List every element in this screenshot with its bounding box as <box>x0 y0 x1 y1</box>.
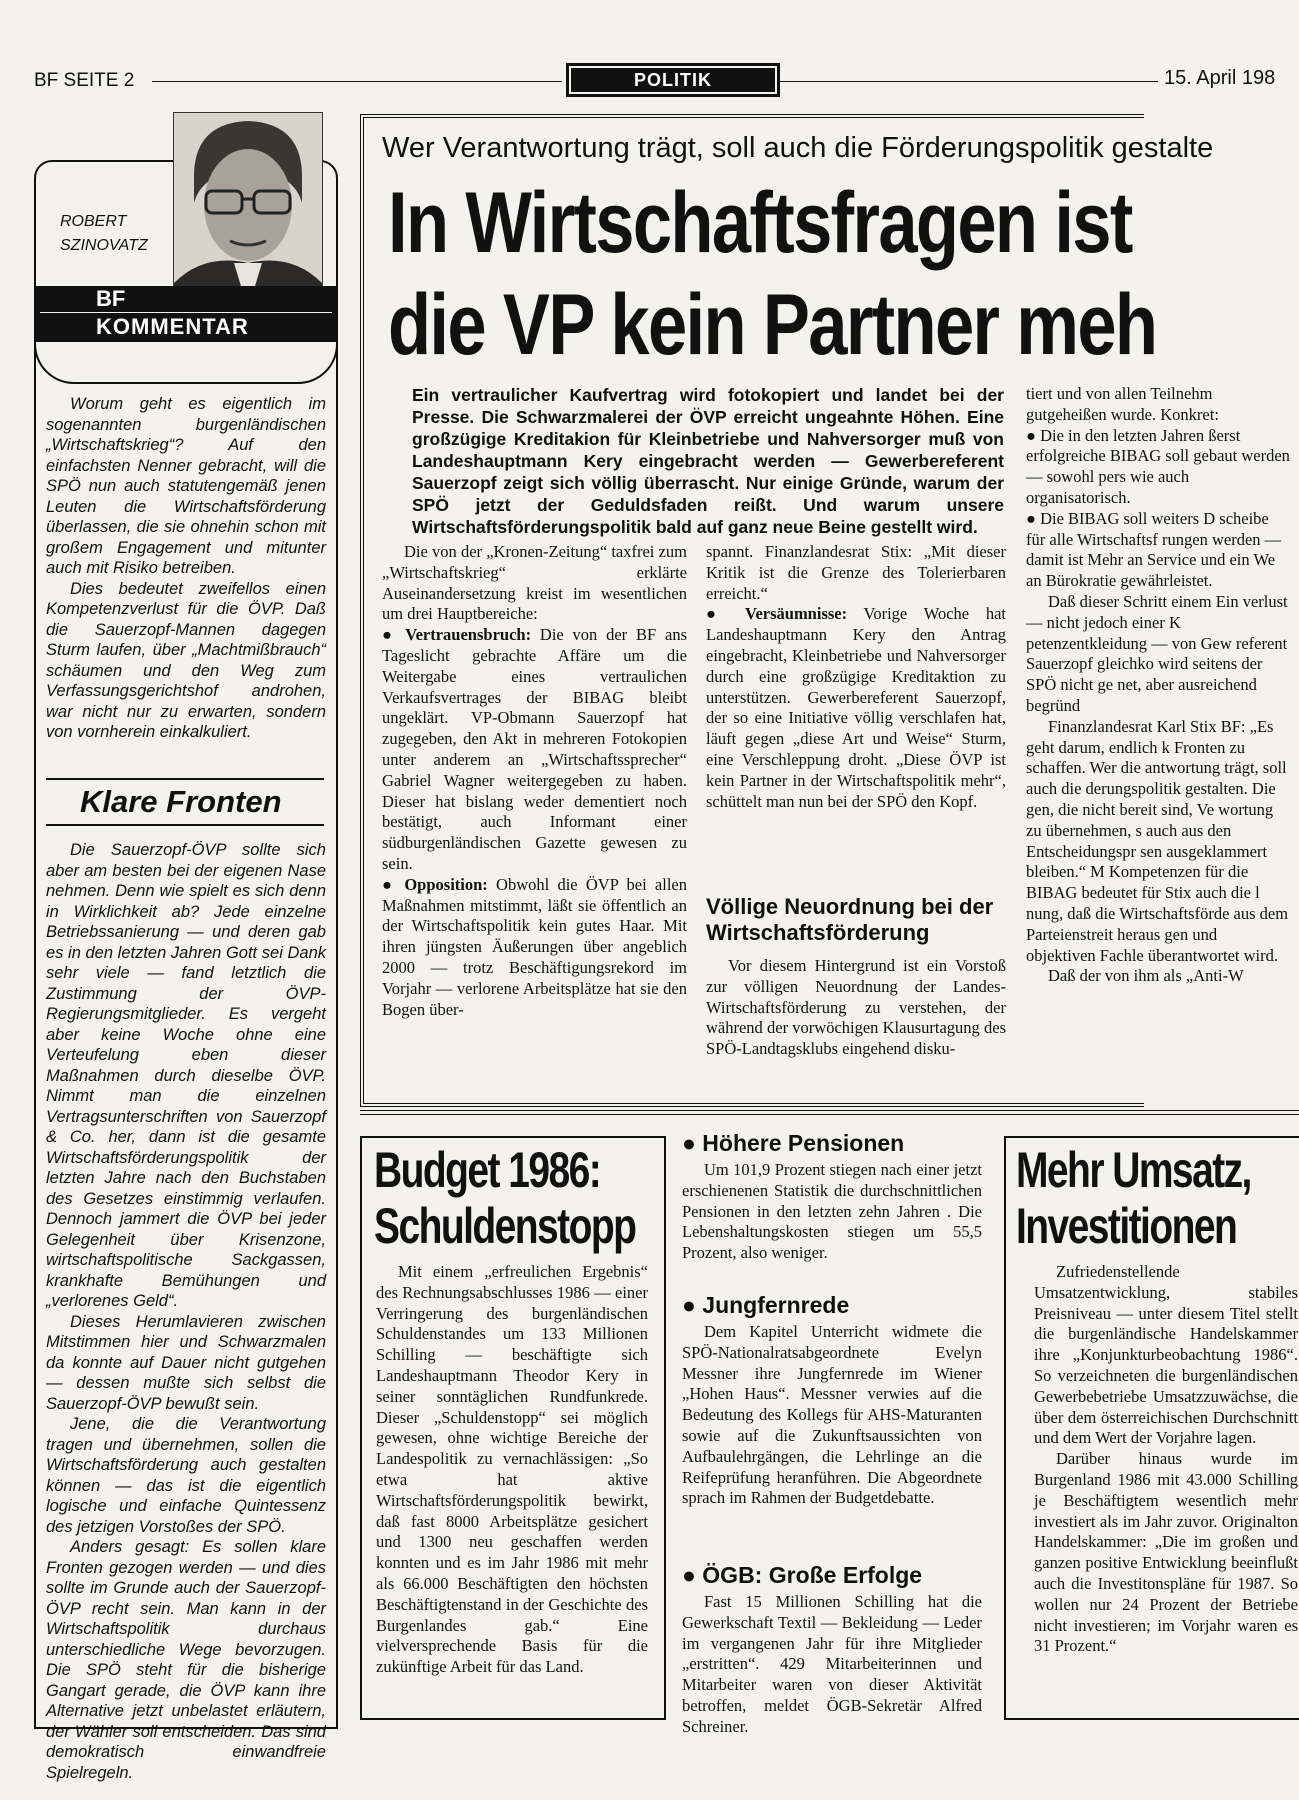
header-rule-right <box>780 81 1158 82</box>
badge-kommentar: KOMMENTAR <box>96 314 249 339</box>
article-paragraph: Daß der von ihm als „Anti-W <box>1048 966 1244 986</box>
issue-date: 15. April 198 <box>1164 67 1276 89</box>
article-paragraph: spannt. Finanzlandesrat Stix: „Mit dieser Kritik ist die Grenze des Tolerierbaren erreicht.“ <box>706 542 1006 603</box>
brief-heading-ogb: ● ÖGB: Große Erfolge <box>682 1562 923 1588</box>
section-label: POLITIK <box>566 63 780 97</box>
article-paragraph: Finanzlandesrat Karl Stix BF: „Es geht darum, endlich k Fronten zu schaffen. Wer die antwortung trägt, soll auch die derungspolitik gestalten. Die gen, die nicht bereit sind, Ve wortung zu übernehmen, s auch aus den Entscheidungspr sen ausgeklammert bleiben.“ M Kompetenzen für die BIBAG bedeutet für Stix auch die l nung, daß die Wirtschaftsförde aus dem Parteienstreit heraus gen und objektiven Fachle überantwortet wird. <box>1026 716 1289 965</box>
brief-heading-pensionen: ● Höhere Pensionen <box>682 1130 905 1156</box>
commentary-paragraph: Die Sauerzopf-ÖVP sollte sich aber am besten bei der eigenen Nase nehmen. Denn wie spielt es sich denn in Wirklichkeit ab? Jede einzelne Betriebssanierung — und deren gab es in den letzten Jahren Gott sei Dank sehr viele — fand letztlich die Zustimmung der ÖVP-Regierungsmitglieder. Es vergeht aber keine Woche ohne eine Verteufelung eben dieser Maßnahmen durch dieselbe ÖVP. Nimmt man die einzelnen Vertragsunterschriften von Sauerzopf & Co. her, dann ist die gesamte Wirtschaftsförderungspolitik der letzten Jahre nach den Buchstaben des Gesetzes einstimmig verlaufen. Dennoch jammert die ÖVP bei jeder Gelegenheit über Krisenzone, wirtschaftspolitische Sackgassen, krankhafte Bemühungen und „verlorenes Geld“. <box>46 841 326 1310</box>
article-paragraph: Die von der „Kronen-Zeitung“ taxfrei zum „Wirtschaftskrieg“ erklärte Auseinandersetzung kreist im wesentlichen um drei Hauptbereiche: <box>382 542 687 624</box>
brief-text-jungfernrede: Dem Kapitel Unterricht widmete die SPÖ-Nationalratsabgeordnete Evelyn Messner ihre Jungfernrede im Wiener „Hohen Haus“. Messner verwies auf die Bedeutung des Kollegs für AHS-Maturanten sowie auf die Zukunftsaussichten von Aufbaulehrgängen, die Lehrlinge an die Reifeprüfung heranführen. Die Abgeordnete sprach im Rahmen der Budgetdebatte. <box>682 1322 982 1508</box>
umsatz-headline <box>1016 1142 1251 1254</box>
article-subhead: Völlige Neuordnung bei der Wirtschaftsförderung <box>706 894 994 945</box>
author-last-name: SZINOVATZ <box>60 237 148 254</box>
commentary-intro <box>46 394 326 743</box>
section-separator <box>360 1110 1299 1115</box>
article-kicker: Wer Verantwortung trägt, soll auch die Förderungspolitik gestalte <box>382 132 1214 164</box>
umsatz-paragraph: Zufriedenstellende Umsatzentwicklung, stabiles Preisniveau — unter diesem Titel stellt die burgenländische Handelskammer ihre „Konjunkturbeobachtung 1986“. So verzeichneten die burgenländischen Gewerbebetriebe Umsatzzuwächse, die über dem österreichischen Durchschnitt und dem Wert der Vorjahre lagen. <box>1034 1262 1298 1448</box>
author-first-name: ROBERT <box>60 213 127 230</box>
commentary-paragraph: Dieses Herumlavieren zwischen Mitstimmen hier und Schwarzmalen da konnte auf Dauer nicht gutgehen — dessen mußte sich selbst die Sauerzopf-ÖVP bewußt sein. <box>46 1312 326 1413</box>
umsatz-text <box>1034 1262 1298 1657</box>
badge-divider <box>40 312 332 313</box>
headline-line-1: In Wirtschaftsfragen ist <box>388 175 1132 271</box>
article-bullet: ● Opposition: Obwohl die ÖVP bei allen Maßnahmen mitstimmt, läßt sie öffentlich an der Wirtschaftspolitik kein gutes Haar. Mit ihren jüngsten Äußerungen über angeblich 2000 — trotz Beschäftigungsrekord im Vorjahr — verlorene Arbeitsplätze hat sie den Bogen über- <box>382 874 687 1019</box>
badge-curve <box>34 342 338 384</box>
page-number: BF SEITE 2 <box>34 70 135 91</box>
budget-headline-line-1: Budget 1986: <box>374 1142 601 1198</box>
article-paragraph: Vor diesem Hintergrund ist ein Vorstoß zur völligen Neuordnung der Landes-Wirtschaftsförderung zu verstehen, der während der vorwöchigen Klausurtagung des SPÖ-Landtagsklubs eingehend disku- <box>706 956 1006 1059</box>
budget-headline <box>374 1142 635 1254</box>
commentary-paragraph: Dies bedeutet zweifellos einen Kompetenzverlust für die ÖVP. Daß die Sauerzopf-Mannen dagegen Sturm laufen, über „Machtmißbrauch“ schäumen und den Weg zum Verfassungsgerichtshof androhen, war nicht nur zu erwarten, sondern von vornherein einkalkuliert. <box>46 579 326 741</box>
subhead-rule <box>46 824 324 826</box>
commentary-paragraph: Worum geht es eigentlich im sogenannten burgenländischen „Wirtschaftskrieg“? Auf den einfachsten Nenner gebracht, will die SPÖ nun auch statutengemäß jenen Leuten die Wirtschaftsförderung überlassen, die sie ohnehin schon mit großem Engagement und mitunter auch mit Risiko betreiben. <box>46 395 326 577</box>
brief-heading-jungfernrede: ● Jungfernrede <box>682 1292 850 1318</box>
author-name <box>60 210 148 258</box>
author-photo <box>173 112 323 310</box>
headline-line-2: die VP kein Partner meh <box>388 277 1157 373</box>
badge-bf: BF <box>96 286 126 311</box>
article-bullet: ● Versäumnisse: Vorige Woche hat Landeshauptmann Kery den Antrag eingebracht, Kleinbetriebe und Nahversorger durch eine großzügige Kreditaktion zu unterstützen. Gewerbereferent Sauerzopf, der so eine Initiative völlig verschlafen hat, läuft gegen „diese Art und Weise“ Sturm, eine Verschleppung droht. „Diese ÖVP ist kein Partner in der Wirtschaftspolitik mehr“, schüttelt man nun bei der SPÖ den Kopf. <box>706 604 1007 811</box>
commentary-paragraph: Anders gesagt: Es sollen klare Fronten gezogen werden — und dies sollte im Grunde auch der Sauerzopf-ÖVP recht sein. Man kann in der Wirtschaftspolitik durchaus unterschiedliche Wege bevorzugen. Die SPÖ steht für die bisherige Gangart gerade, die ÖVP kann ihre Alternative jetzt unbelastet erläutern, der Wähler soll entscheiden. Das sind demokratisch einwandfreie Spielregeln. <box>46 1538 326 1782</box>
article-column-2-continued <box>706 956 1006 1060</box>
budget-headline-line-2: Schuldenstopp <box>374 1198 636 1254</box>
header-rule-left <box>152 81 562 82</box>
brief-text-pensionen: Um 101,9 Prozent stiegen nach einer jetzt erschienenen Statistik die durchschnittlichen Pensionen in den letzten zehn Jahren . Die Lebenshaltungskosten stiegen um 55,5 Prozent, also weniger. <box>682 1160 982 1263</box>
article-bullet: ● Die in den letzten Jahren ßerst erfolgreiche BIBAG soll gebaut werden — sowohl pers wie auch organisatorisch. <box>1026 425 1290 507</box>
article-column-1 <box>382 542 687 1020</box>
article-column-2 <box>706 542 1006 812</box>
subhead-rule <box>46 778 324 780</box>
budget-paragraph: Mit einem „erfreulichen Ergebnis“ des Rechnungsabschlusses 1986 — einer Verringerung des burgenländischen Schuldenstandes um 133 Millionen Schilling — beschäftigte sich Landeshauptmann Theodor Kery in seiner sonntäglichen Rundfunkrede. Dieser „Schuldenstopp“ sei möglich gewesen, ohne wichtige Bereiche der Landespolitik zu vernachlässigen: „So etwa hat aktive Wirtschaftsförderungspolitik bewirkt, daß fast 8000 Arbeitsplätze gesichert und 1300 neu geschaffen werden konnten und es im Jahr 1986 mit mehr als 66.000 Beschäftigten den höchsten Beschäftigtenstand in der Geschichte des Burgenlandes gab.“ Eine vielversprechende Basis für die zukünftige Arbeit für das Land. <box>376 1262 648 1677</box>
brief-text-ogb: Fast 15 Millionen Schilling hat die Gewerkschaft Textil — Bekleidung — Leder im vergangenen Jahr für ihre Mitglieder „erstritten“. 429 Mitarbeiterinnen und Mitarbeiter waren von dieser Aktivität betroffen, meldet ÖGB-Sekretär Alfred Schreiner. <box>682 1592 982 1736</box>
umsatz-headline-line-2: Investitionen <box>1016 1198 1237 1254</box>
article-lead: Ein vertraulicher Kaufvertrag wird fotokopiert und landet bei der Presse. Die Schwarzmalerei der ÖVP erreicht ungeahnte Höhen. Eine großzügige Kreditakion für Kleinbetriebe und Nahversorger muß von Landeshauptmann Kery eingebracht werden — Gewerbereferent Sauerzopf zeigt sich völlig überrascht. Nur einige Gründe, warum der SPÖ jetzt der Geduldsfaden reißt. Und warum unsere Wirtschaftsförderungspolitik bald auf ganz neue Beine gestellt wird. <box>412 385 1004 537</box>
article-column-3 <box>1026 384 1290 1084</box>
commentary-paragraph: Jene, die die Verantwortung tragen und übernehmen, sollen die Wirtschaftsförderung auch gestalten können — das ist die eigentlich logische und einfache Quintessenz des jetzigen Vorstoßes der SPÖ. <box>46 1415 326 1536</box>
article-paragraph: tiert und von allen Teilnehm gutgeheißen wurde. Konkret: <box>1026 384 1219 424</box>
article-bullet: ● Vertrauensbruch: Die von der BF ans Tageslicht gebrachte Affäre um die Weitergabe eines vertraulichen Verkaufsvertrages der BIBAG bleibt ungeklärt. VP-Obmann Sauerzopf hat zugegeben, den Akt in mehreren Fotokopien unter anderem an „Wirtschaftssprecher“ Gabriel Wagner weitergegeben zu haben. Dieser hat bislang weder dementiert noch bestätigt, auch Informant einer südburgenländischen Gazette gewesen zu sein. <box>382 625 687 873</box>
budget-text <box>376 1262 648 1678</box>
umsatz-headline-line-1: Mehr Umsatz, <box>1016 1142 1251 1198</box>
umsatz-paragraph: Darüber hinaus wurde im Burgenland 1986 mit 43.000 Schilling je Beschäftigtem wesentlich mehr investiert als im Jahr zuvor. Originalton Handelskammer: „Die im großen und ganzen positive Entwicklung beeinflußt auch die Investitonspläne für 1987. So wollen nur 24 Prozent der Betriebe nicht investieren; im Vorjahr waren es 31 Prozent.“ <box>1034 1449 1298 1656</box>
commentary-subhead: Klare Fronten <box>80 784 282 819</box>
commentary-body <box>46 840 326 1783</box>
article-bullet: ● Die BIBAG soll weiters D scheibe für alle Wirtschaftsf rungen werden — damit ist Mehr an Service und ein We an Bürokratie gewährleistet. <box>1026 508 1282 591</box>
article-paragraph: Daß dieser Schritt einem Ein verlust — nicht jedoch einer K petenzentkleidung — von Gew referent Sauerzopf gleichko wird seitens der SPÖ nicht ge net, aber ausreichend begründ <box>1026 591 1288 715</box>
